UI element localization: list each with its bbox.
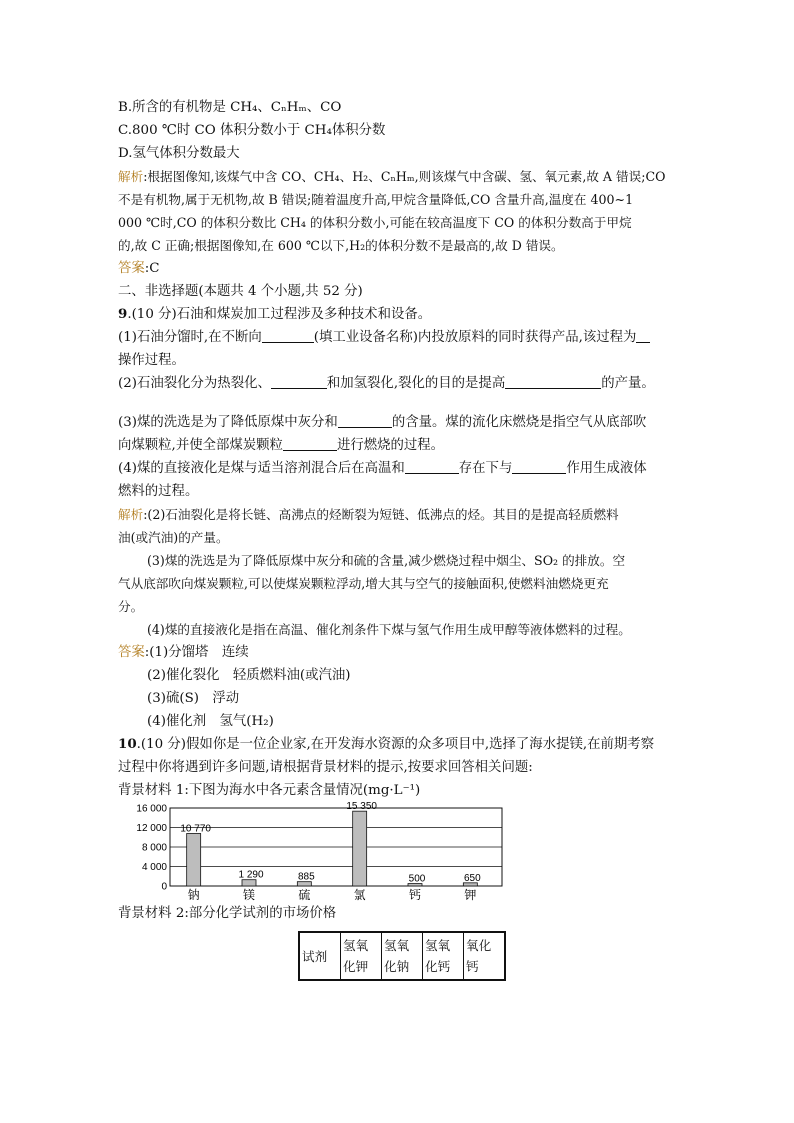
data-label: 650 [463,872,481,884]
answer-blank[interactable] [505,374,601,389]
table-cell: 氢氧化钙 [423,932,464,980]
data-label: 885 [297,871,315,883]
background-material-1: 背景材料 1:下图为海水中各元素含量情况(mg·L⁻¹) [118,783,421,798]
q9-part-1-cont: 操作过程。 [118,353,185,368]
table-cell: 氢氧化钾 [341,932,382,980]
answer-label: 答案 [118,645,145,660]
q9-explanation-4: (4)煤的直接液化是指在高温、催化剂条件下煤与氢气作用生成甲醇等液体燃料的过程。 [147,622,631,637]
data-label: 1 290 [238,869,264,881]
y-tick-label: 0 [161,881,167,893]
q8-explanation-line-4: 的,故 C 正确;根据图像知,在 600 ℃以下,H₂的体积分数不是最高的,故 D 错误。 [118,238,564,253]
price-table [298,931,506,981]
q9-explanation-2a: 解析:(2)石油裂化是将长链、高沸点的烃断裂为短链、低沸点的烃。其目的是提高轻质燃料 [118,507,619,522]
background-material-2: 背景材料 2:部分化学试剂的市场价格 [118,906,337,921]
q8-answer: 答案:C [118,261,160,276]
answer-label: 答案 [118,261,145,276]
x-tick-label: 钾 [464,888,477,902]
answer-blank[interactable] [271,374,327,389]
answer-blank[interactable] [512,459,566,474]
data-label: 500 [408,873,426,885]
q8-option-c: C.800 ℃时 CO 体积分数小于 CH₄体积分数 [118,123,386,138]
x-tick-label: 钙 [408,888,422,902]
q8-option-d: D.氢气体积分数最大 [118,146,240,161]
y-tick-label: 16 000 [136,803,167,815]
q9-part-4-cont: 燃料的过程。 [118,484,199,499]
table-cell: 氢氧化钠 [382,932,423,980]
section-heading: 二、非选择题(本题共 4 个小题,共 52 分) [118,284,363,299]
q9-number: 9 [118,306,128,322]
q9-explanation-3c: 分。 [118,599,144,614]
table-row [299,932,505,980]
answer-blank[interactable] [283,436,337,451]
y-tick-label: 12 000 [136,823,167,834]
q9-part-1: (1)石油分馏时,在不断向 (填工业设备名称)内投放原料的同时获得产品,该过程为 [118,326,688,349]
explanation-label: 解析 [118,169,144,184]
table-cell: 氧化钙 [464,932,506,980]
q10-stem-1: 10.(10 分)假如你是一位企业家,在开发海水资源的众多项目中,选择了海水提镁,在前期考察 [118,736,655,752]
q9-answer-3: (3)硫(S) 浮动 [147,691,240,706]
x-tick-label: 镁 [242,888,256,902]
answer-blank[interactable] [262,328,314,343]
q9-part-2: (2)石油裂化分为热裂化、 和加氢裂化,裂化的目的是提高 的产量。 [118,376,655,391]
element-content-chart [118,802,518,902]
q9-explanation-3b: 气从底部吹向煤炭颗粒,可以使煤炭颗粒浮动,增大其与空气的接触面积,使燃料油燃烧更充 [118,576,609,591]
price-table-wrap [298,931,688,981]
q10-stem-2: 过程中你将遇到许多问题,请根据背景材料的提示,按要求回答相关问题: [118,760,533,775]
q8-option-b: B.所含的有机物是 CH₄、CₙHₘ、CO [118,100,342,115]
q10-number: 10 [118,736,137,752]
y-tick-label: 4 000 [141,862,167,873]
q9-answer-2: (2)催化裂化 轻质燃料油(或汽油) [147,668,351,683]
data-label: 10 770 [180,823,211,835]
data-label: 15 350 [346,802,377,813]
x-tick-label: 硫 [298,888,311,902]
q9-part-4: (4)煤的直接液化是煤与适当溶剂混合后在高温和 存在下与 作用生成液体 [118,461,647,476]
table-cell: 试剂 [299,932,341,980]
q9-part-3-cont: 向煤颗粒,并使全部煤炭颗粒 进行燃烧的过程。 [118,438,445,453]
answer-blank[interactable] [338,413,392,428]
answer-blank[interactable] [636,328,650,343]
bar [187,833,201,886]
q8-explanation-line-2: 不是有机物,属于无机物,故 B 错误;随着温度升高,甲烷含量降低,CO 含量升高,温度在 400~1 [118,192,634,207]
bar-chart-svg [118,802,518,902]
bar [353,811,367,886]
y-tick-label: 8 000 [141,842,167,854]
q8-explanation-line-1: 解析:根据图像知,该煤气中含 CO、CH₄、H₂、CₙHₘ,则该煤气中含碳、氢、氧元素,故 A 错误;CO [118,169,666,184]
q9-part-3: (3)煤的洗选是为了降低原煤中灰分和 的含量。煤的流化床燃烧是指空气从底部吹 [118,415,647,430]
document-page [118,96,688,981]
answer-blank[interactable] [405,459,459,474]
q9-explanation-3a: (3)煤的洗选是为了降低原煤中灰分和硫的含量,减少燃烧过程中烟尘、SO₂ 的排放。空 [147,553,626,568]
q9-explanation-2b: 油(或汽油)的产量。 [118,530,229,545]
q9-answer-4: (4)催化剂 氢气(H₂) [147,714,274,729]
explanation-label: 解析 [118,507,144,522]
q9-stem: 9.(10 分)石油和煤炭加工过程涉及多种技术和设备。 [118,306,432,322]
x-tick-label: 氯 [353,888,366,902]
q9-answer-1: 答案:(1)分馏塔 连续 [118,645,249,660]
x-tick-label: 钠 [187,888,200,902]
q8-explanation-line-3: 000 ℃时,CO 的体积分数比 CH₄ 的体积分数小,可能在较高温度下 CO 的体积分数高于甲烷 [118,215,632,230]
